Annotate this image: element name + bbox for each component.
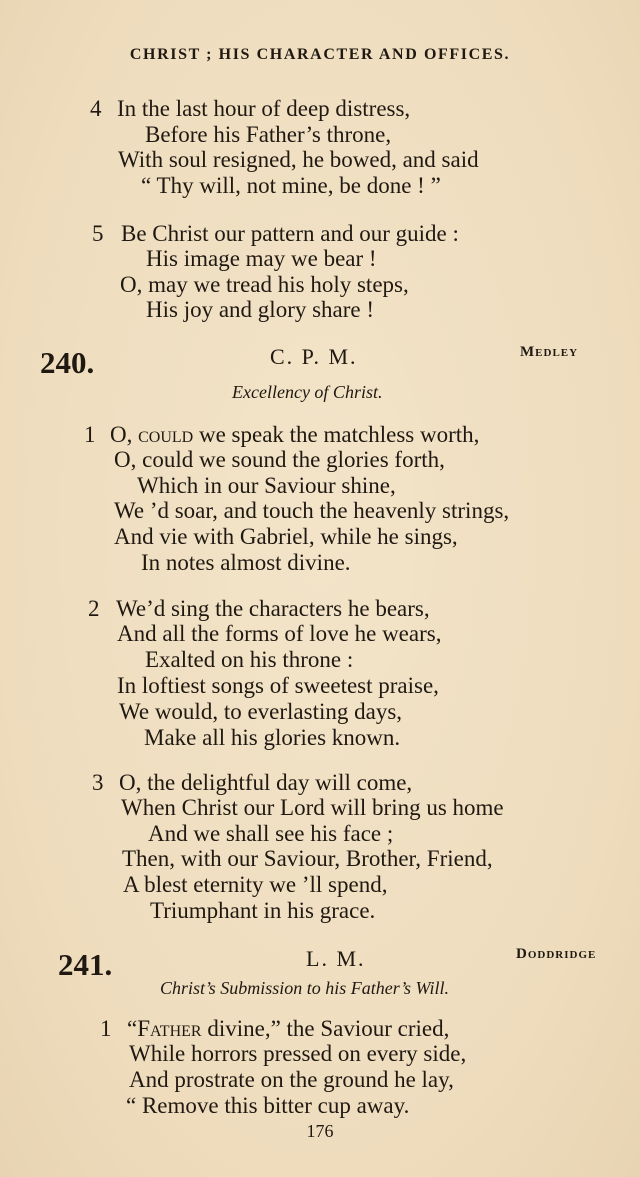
verse-line: And vie with Gabriel, while he sings, bbox=[114, 524, 458, 549]
verse-line: Which in our Saviour shine, bbox=[137, 473, 396, 498]
small-caps-word: could bbox=[138, 422, 194, 447]
stanza-number: 4 bbox=[90, 96, 102, 121]
verse-line: Then, with our Saviour, Brother, Friend, bbox=[122, 846, 493, 871]
first-word: O, bbox=[110, 422, 133, 447]
hymn-meter: C. P. M. bbox=[270, 344, 358, 369]
line-rest: we speak the matchless worth, bbox=[198, 422, 480, 447]
verse-line: We’d sing the characters he bears, bbox=[116, 596, 430, 621]
tune-name: Medley bbox=[520, 344, 579, 360]
verse-line: We would, to everlasting days, bbox=[119, 699, 403, 724]
verse-line: O, could we sound the glories forth, bbox=[114, 447, 445, 472]
tune-name: Doddridge bbox=[516, 946, 597, 962]
verse-line: Be Christ our pattern and our guide : bbox=[121, 221, 459, 246]
hymn-meter: L. M. bbox=[306, 946, 366, 971]
verse-line: With soul resigned, he bowed, and said bbox=[118, 147, 479, 172]
stanza-number: 1 bbox=[100, 1016, 112, 1041]
running-head: CHRIST ; HIS CHARACTER AND OFFICES. bbox=[129, 46, 511, 63]
verse-line: In loftiest songs of sweetest praise, bbox=[117, 673, 439, 698]
verse-line: And all the forms of love he wears, bbox=[117, 621, 442, 646]
verse-line bbox=[110, 422, 479, 448]
verse-line: In the last hour of deep distress, bbox=[117, 96, 411, 121]
hymn-title: Excellency of Christ. bbox=[232, 382, 383, 402]
verse-line: Before his Father’s throne, bbox=[145, 122, 392, 147]
verse-line: Triumphant in his grace. bbox=[150, 898, 376, 923]
hymn-number: 241. bbox=[58, 947, 113, 982]
stanza-number: 5 bbox=[92, 221, 104, 246]
verse-line: O, may we tread his holy steps, bbox=[120, 272, 409, 297]
verse-line: “ Thy will, not mine, be done ! ” bbox=[141, 173, 441, 198]
stanza-number: 2 bbox=[88, 596, 100, 621]
verse-line: His joy and glory share ! bbox=[146, 297, 375, 322]
verse-line: O, the delightful day will come, bbox=[119, 770, 413, 795]
open-quote: “ bbox=[127, 1016, 138, 1041]
verse-line: Make all his glories known. bbox=[144, 725, 401, 750]
verse-line: And prostrate on the ground he lay, bbox=[129, 1067, 454, 1092]
verse-line: While horrors pressed on every side, bbox=[129, 1041, 467, 1066]
verse-line: We ’d soar, and touch the heavenly strings, bbox=[114, 498, 510, 523]
stanza-number: 3 bbox=[92, 770, 104, 795]
verse-line: A blest eternity we ’ll spend, bbox=[123, 872, 388, 897]
verse-line bbox=[127, 1016, 449, 1042]
hymn-title: Christ’s Submission to his Father’s Will. bbox=[160, 978, 450, 998]
line-rest: divine,” the Saviour cried, bbox=[207, 1016, 450, 1041]
verse-line: Exalted on his throne : bbox=[145, 647, 354, 672]
small-caps-word: Father bbox=[137, 1016, 202, 1041]
verse-line: When Christ our Lord will bring us home bbox=[121, 795, 504, 820]
page-number: 176 bbox=[306, 1121, 334, 1141]
verse-line: And we shall see his face ; bbox=[148, 821, 394, 846]
stanza-number: 1 bbox=[84, 422, 96, 447]
hymn-number: 240. bbox=[40, 345, 95, 380]
verse-line: In notes almost divine. bbox=[141, 550, 351, 575]
verse-line: His image may we bear ! bbox=[146, 246, 377, 271]
verse-line: “ Remove this bitter cup away. bbox=[126, 1093, 410, 1118]
